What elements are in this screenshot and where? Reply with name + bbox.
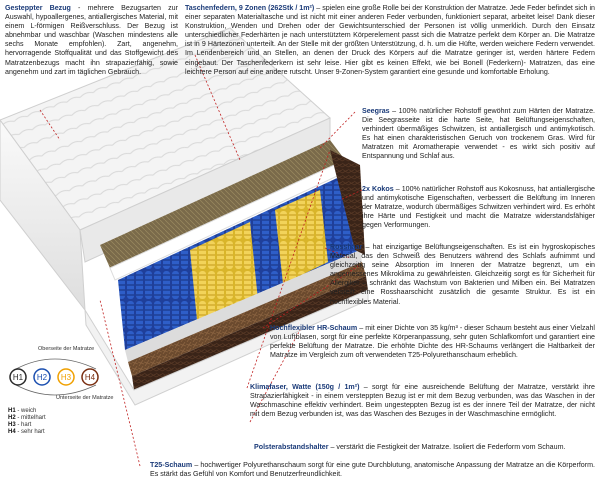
climate-fiber-text: – sorgt für eine ausreichende Belüftung der Matratze, verstärkt ihre Strapazierfähigkeit - in einem versteppten Bezug ist er mit dem Bezug verbunden, was das Waschen in der Waschmaschine effektiv verhindert. Beim ungesteppten Bezug ist es der innere Teil der Matratze, der nicht mit dem Bezug verbunden ist, was das Waschen des Bezuges in der Waschmaschine ermöglicht. (250, 383, 595, 419)
seagrass-text: – 100% natürlicher Rohstoff gewöhnt zum Härten der Matratze. Die Seegrasseite ist die harte Seite, hat Belüftungseigenschaften, verhindert übermäßiges Schwitzen, ist antiallergisch und antimykotisch. Es hat einen charakteristischen Geruch von trockenem Gras. Wird für Matratzen mit Aromatherapie verwendet - es wirkt sich positiv auf Entspannung und Schlaf aus. (362, 107, 595, 161)
mattress-top-label: Oberseite der Matratze (38, 346, 95, 352)
hardness-legend (8, 408, 46, 436)
hr-foam-description (270, 324, 595, 360)
legend-item-h3: H3 - hart (8, 422, 32, 428)
hardness-circle-h4 (82, 369, 98, 385)
hr-foam-title: Hochflexibler HR-Schaum (270, 324, 358, 332)
hardness-diagram (4, 345, 114, 415)
pocket-springs-description (185, 4, 595, 77)
seagrass-title: Seegras (362, 107, 390, 115)
t25-foam-text: – hochwertiger Polyurethanschaum sorgt für eine gute Durchblutung, anatomische Anpassung der Matratze an die Körperform. Es stärkt das Gefühl von Komfort und Benutzerfreundlichkeit. (150, 461, 595, 479)
svg-text:H1: H1 (12, 373, 24, 382)
cover-description (5, 4, 178, 77)
climate-fiber-description (250, 383, 595, 419)
climate-fiber-title: Klimafaser, Watte (150g / 1m²) (250, 383, 360, 391)
seagrass-description (362, 107, 595, 162)
legend-item-h4: H4 - sehr hart (8, 429, 45, 435)
coconut-text: – 100% natürlicher Rohstoff aus Kokosnuss, hat antiallergische und antimykotische Eigenschaften, verbessert die Belüftung im Inneren der Matratze, wodurch übermäßiges Schwitzen verhindert wird. Es erhöht ihre Härte und Festigkeit und macht die Matratze widerstandsfähiger gegen Verformungen. (362, 185, 595, 230)
legend-item-h2: H2 - mittelhart (8, 415, 46, 421)
svg-text:H3: H3 (60, 373, 72, 382)
svg-text:H2: H2 (36, 373, 48, 382)
spacer-text: – verstärkt die Festigkeit der Matratze. Isoliert die Federform vom Schaum. (328, 443, 566, 451)
hardness-circle-h3 (58, 369, 74, 385)
cover-text: - mehrere Bezugsarten zur Auswahl, hypoallergenes, antiallergisches Material, mit einem L-förmigen Reißverschluss. Der Bezug ist abnehmbar und waschbar (Waschen mindestens alle sechs Monate empfohlen). Zart, angenehm, hervorragende Stoffqualität und das Stoffgewicht des Matratzenbezugs macht ihn strapazierfähig, sowie angenehm und zart im täglichen Gebrauch. (5, 4, 178, 76)
legend-item-h1: H1 - weich (8, 408, 37, 414)
horsehair-text: – hat einzigartige Belüftungseigenschaften. Es ist ein hygroskopisches Material, das den Schweiß des Benutzers während des Schlafs aufnimmt und gleichzeitig seine Absorption im Inneren der Matratze begrenzt, um ein angemessenes Mikroklima zu gewährleisten. Gleichzeitig sorgt es für Sicherheit für Allergiker – schränkt das Wachstum von Bakterien und Milben ein. Bei Matratzen versteift eine Rosshaarschicht zusätzlich die gesamte Struktur. Es ist ein hochflexibles Material. (330, 243, 595, 306)
spacer-title: Polsterabstandshalter (254, 443, 329, 451)
horsehair-description (330, 243, 595, 307)
pocket-springs-title: Taschenfedern, 9 Zonen (262Stk / 1m²) (185, 4, 315, 12)
svg-text:H4: H4 (84, 373, 96, 382)
hardness-circle-h2 (34, 369, 50, 385)
cover-title: Gesteppter Bezug (5, 4, 71, 12)
coconut-description (362, 185, 595, 230)
hardness-circle-h1 (10, 369, 26, 385)
coconut-title: 2x Kokos (362, 185, 394, 193)
hr-foam-text: – mit einer Dichte von 35 kg/m³ - dieser Schaum besteht aus einer Vielzahl von Luftblasen, sorgt für eine perfekte Körperanpassung, sehr guten Schlafkomfort und garantiert eine perfekte Belüftung der Matratze. Die erhöhte Dichte des HR-Schaums verlängert die Haltbarkeit der Matratze im Vergleich zum oft verwendeten T25-Polyurethanschaum erheblich. (270, 324, 595, 360)
t25-foam-description (150, 461, 595, 479)
pocket-springs-text: – spielen eine große Rolle bei der Konstruktion der Matratze. Jede Feder befindet sich in einer separaten Materialtasche und ist nicht mit einer anderen Feder verbunden, funktioniert separat, arbeitet leise! Dank dieser Konstruktion, Wenden und Drehen oder der Gewichtsunterschied der Personen ist völlig unmerklich. Durch den Einsatz unterschiedlicher Federhärten je nach unterstütztem Körperelement passt sich die Matratze perfekt dem Körper an. Die Matratze ist in 9 Härtezonen unterteilt. An der Stelle mit der größten Unterstützung, d. h. um die Hüfte, werden weichere Federn verwendet. Im Lendenbereich und an Stellen, an denen der Druck des Körpers auf die Matratze geringer ist, werden härtere Federn eingebaut. Der Taschenfederkern ist sehr leise. Hier gibt es keinen Effekt, wie bei Bonell (Federkern)- Matratzen, das eine leichtere Person auf eine andere rutscht. Unser 9-Zonen-System garantiert eine gesunde und komfortable Erholung. (185, 4, 596, 76)
t25-foam-title: T25-Schaum (150, 461, 193, 469)
spacer-description (254, 443, 595, 452)
mattress-bottom-label: Unterseite der Matratze (56, 395, 114, 401)
horsehair-title: Rosshaar (330, 243, 363, 251)
